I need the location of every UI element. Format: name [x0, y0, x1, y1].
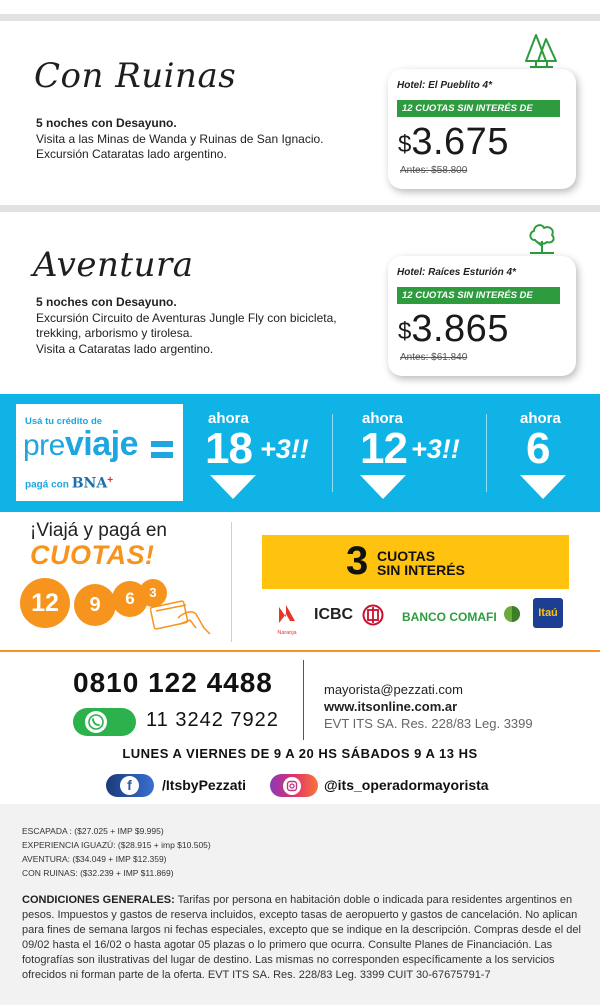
previous-price: Antes: $61.840	[400, 352, 468, 363]
ahora-6	[517, 394, 577, 512]
price-breakdown-list	[22, 824, 211, 880]
cuotas-text	[377, 549, 465, 577]
package-desc-line: Visita a Cataratas lado argentino.	[36, 341, 214, 356]
package-description	[36, 295, 337, 357]
ahora-number: 6	[526, 424, 550, 473]
promo-divider	[231, 522, 232, 642]
previaje-equals-mark	[151, 441, 173, 463]
ahora-label: ahora	[208, 410, 249, 427]
cuota-bubble-3: 3	[139, 579, 167, 607]
general-conditions	[22, 893, 582, 983]
ahora-number: 12	[360, 424, 407, 473]
top-divider	[0, 14, 600, 21]
ahora-label: ahora	[520, 410, 561, 427]
price-breakdown-item: ESCAPADA : ($27.025 + IMP $9.995)	[22, 826, 164, 836]
cuotas-count: 3	[346, 539, 369, 583]
price-amount: 3.865	[411, 308, 509, 350]
cuotas-banner: 12 CUOTAS SIN INTERÉS DE	[397, 287, 560, 304]
promo-cuotas-title: CUOTAS!	[30, 540, 155, 570]
currency-symbol: $	[398, 318, 412, 345]
bank-icbc	[314, 606, 353, 624]
facebook-button[interactable]	[106, 774, 154, 797]
naranja-logo-icon	[276, 603, 298, 625]
ahora-plus: +3!!	[411, 434, 460, 464]
previaje-logo-main: viaje	[64, 425, 138, 463]
whatsapp-icon	[85, 711, 107, 733]
cuotas-word: CUOTAS	[377, 548, 436, 564]
icbc-logo-icon	[362, 604, 384, 626]
section-divider	[0, 205, 600, 212]
facebook-handle[interactable]: /ItsbyPezzati	[162, 777, 247, 793]
bna-plus: +	[107, 475, 114, 486]
package-desc-line: trekking, arborismo y tirolesa.	[36, 326, 193, 340]
package-nights: 5 noches con Desayuno.	[36, 116, 177, 130]
instagram-button[interactable]	[270, 774, 318, 797]
comafi-logo-icon	[503, 605, 521, 623]
price	[398, 308, 509, 351]
ahora-number: 18	[205, 424, 252, 473]
previaje-logo-pre: pre	[23, 429, 65, 462]
package-desc-line: Excursión Cataratas lado argentino.	[36, 147, 227, 161]
price-breakdown-item: EXPERIENCIA IGUAZÚ: ($28.915 + imp $10.505)	[22, 840, 211, 850]
ahora-plus: +3!!	[260, 434, 309, 464]
sin-interes-word: SIN INTERÉS	[377, 562, 465, 578]
cuotas-sin-interes-banner	[262, 535, 569, 589]
cuota-bubble-9: 9	[74, 584, 116, 626]
cuota-bubble-12: 12	[20, 578, 70, 628]
whatsapp-number[interactable]: 11 3242 7922	[146, 709, 279, 731]
down-arrow-icon	[520, 475, 566, 499]
hand-card-icon	[150, 598, 214, 642]
phone-number[interactable]: 0810 122 4488	[73, 667, 273, 698]
package-title: Aventura	[33, 245, 194, 285]
conditions-title: CONDICIONES GENERALES:	[22, 894, 175, 906]
conditions-text: Tarifas por persona en habitación doble o indicada para residentes argentinos en pesos. Impuestos y gastos de reserva incluidos, excepto tasas de aeropuerto y gastos de cancelación. No aplican para fines de semana largos ni fechas especiales, excepto que se indique en la descripción. Compras desde el del 09/02 hasta el 16/02 o hasta agotar 05 plazas o lo primero que ocurra. Consulte Planes de Financiación. Las fotografías son ilustrativas del lugar de destino. Las mismas no corresponden específicamente a los servicios ofrecidos ni forman parte de la oferta. EVT ITS SA. Res. 228/83 Leg. 3399 CUIT 30-67675791-7	[22, 894, 581, 981]
package-desc-line: Visita a las Minas de Wanda y Ruinas de San Ignacio.	[36, 131, 324, 146]
price-card[interactable]	[388, 69, 576, 189]
business-hours: LUNES A VIERNES DE 9 A 20 HS SÁBADOS 9 A 13 HS	[122, 746, 478, 761]
price-card[interactable]	[388, 256, 576, 376]
contact-legal: EVT ITS SA. Res. 228/83 Leg. 3399	[324, 716, 533, 731]
naranja-label: Naranja	[277, 630, 297, 636]
price-amount: 3.675	[411, 121, 509, 163]
previous-price: Antes: $58.800	[400, 165, 468, 176]
bank-naranja	[274, 603, 300, 636]
instagram-handle[interactable]: @its_operadormayorista	[324, 777, 489, 793]
package-description	[36, 116, 324, 163]
instagram-icon	[283, 777, 301, 795]
orange-divider	[0, 650, 600, 652]
pine-trees-icon	[522, 33, 560, 69]
bank-comafi	[402, 608, 497, 626]
down-arrow-icon	[210, 475, 256, 499]
price-breakdown-item: CON RUINAS: ($32.239 + IMP $11.869)	[22, 868, 174, 878]
cuota-bubble-6: 6	[112, 581, 148, 617]
promo-headline: ¡Viajá y pagá en	[30, 520, 167, 541]
icbc-label: ICBC	[314, 606, 354, 623]
price-breakdown-item: AVENTURA: ($34.049 + IMP $12.359)	[22, 854, 167, 864]
previaje-banner	[0, 394, 600, 512]
ahora-divider	[332, 414, 333, 492]
ahora-18	[205, 394, 325, 512]
currency-symbol: $	[398, 131, 412, 158]
facebook-icon: f	[120, 776, 139, 795]
ahora-12	[360, 394, 480, 512]
paga-con-text: pagá con	[25, 479, 69, 491]
down-arrow-icon	[360, 475, 406, 499]
itau-label: Itaú	[538, 607, 558, 619]
hotel-name: Hotel: Raíces Esturión 4*	[397, 267, 516, 278]
bna-line	[25, 475, 113, 491]
package-desc-line: Excursión Circuito de Aventuras Jungle Fly con bicicleta,	[36, 310, 337, 325]
previaje-logo-box[interactable]	[16, 404, 183, 501]
contact-web[interactable]: www.itsonline.com.ar	[324, 699, 458, 714]
price	[398, 121, 509, 164]
ahora-divider	[486, 414, 487, 492]
package-title: Con Ruinas	[34, 56, 237, 96]
bank-itau	[533, 598, 563, 628]
comafi-label: BANCO COMAFI	[402, 610, 497, 624]
previaje-tagline: Usá tu crédito de	[25, 416, 103, 427]
bna-logo: BNA	[71, 475, 108, 492]
hotel-name: Hotel: El Pueblito 4*	[397, 80, 493, 91]
ahora-label: ahora	[362, 410, 403, 427]
cuotas-banner: 12 CUOTAS SIN INTERÉS DE	[397, 100, 560, 117]
contact-divider	[303, 660, 304, 740]
package-nights: 5 noches con Desayuno.	[36, 295, 177, 309]
contact-email[interactable]: mayorista@pezzati.com	[324, 682, 463, 697]
tree-icon	[526, 222, 558, 256]
previaje-logo	[23, 425, 138, 464]
footer-conditions	[0, 804, 600, 1005]
whatsapp-button[interactable]	[73, 708, 136, 736]
